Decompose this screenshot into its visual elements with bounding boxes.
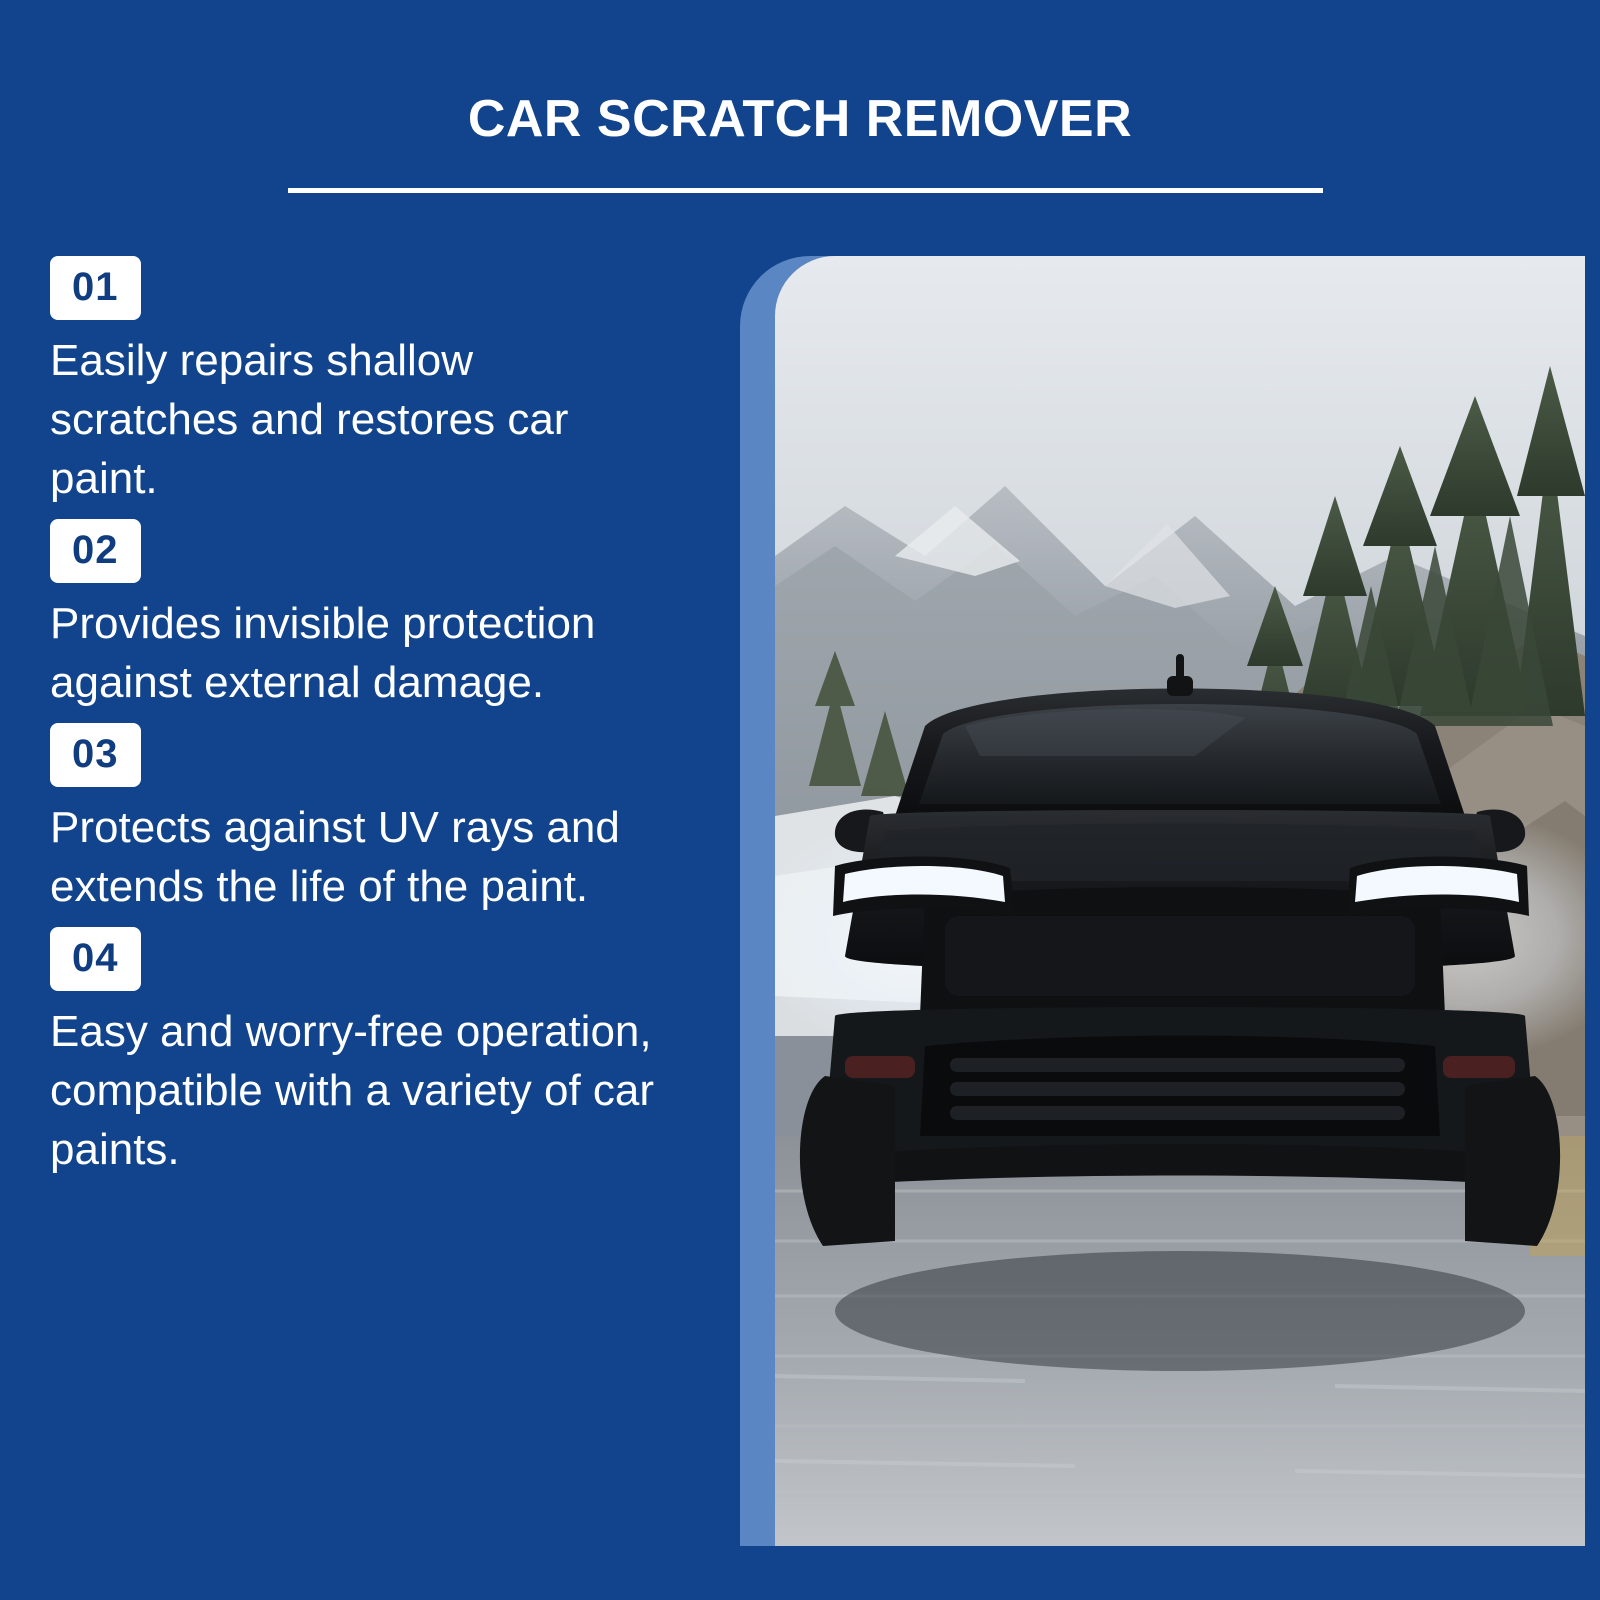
- feature-text-02: Provides invisible protection against external damage.: [50, 598, 596, 707]
- title-divider: [288, 188, 1323, 193]
- feature-badge-01: 01: [50, 256, 141, 320]
- feature-text-03: Protects against UV rays and extends the life of the paint.: [50, 802, 620, 911]
- car-front-photo: [775, 256, 1585, 1546]
- feature-text-01: Easily repairs shallow scratches and restores car paint.: [50, 336, 569, 503]
- feature-item-03: [50, 723, 690, 917]
- feature-badge-04: 04: [50, 927, 141, 991]
- page-title: CAR SCRATCH REMOVER: [467, 90, 1133, 148]
- feature-item-04: [50, 927, 690, 1180]
- header: [0, 0, 1600, 230]
- feature-list: [50, 256, 690, 1180]
- feature-badge-03: 03: [50, 723, 141, 787]
- feature-text-04: Easy and worry-free operation, compatible with a variety of car paints.: [50, 1006, 655, 1174]
- feature-item-01: [50, 256, 690, 509]
- feature-item-02: [50, 519, 690, 713]
- feature-badge-02: 02: [50, 519, 141, 583]
